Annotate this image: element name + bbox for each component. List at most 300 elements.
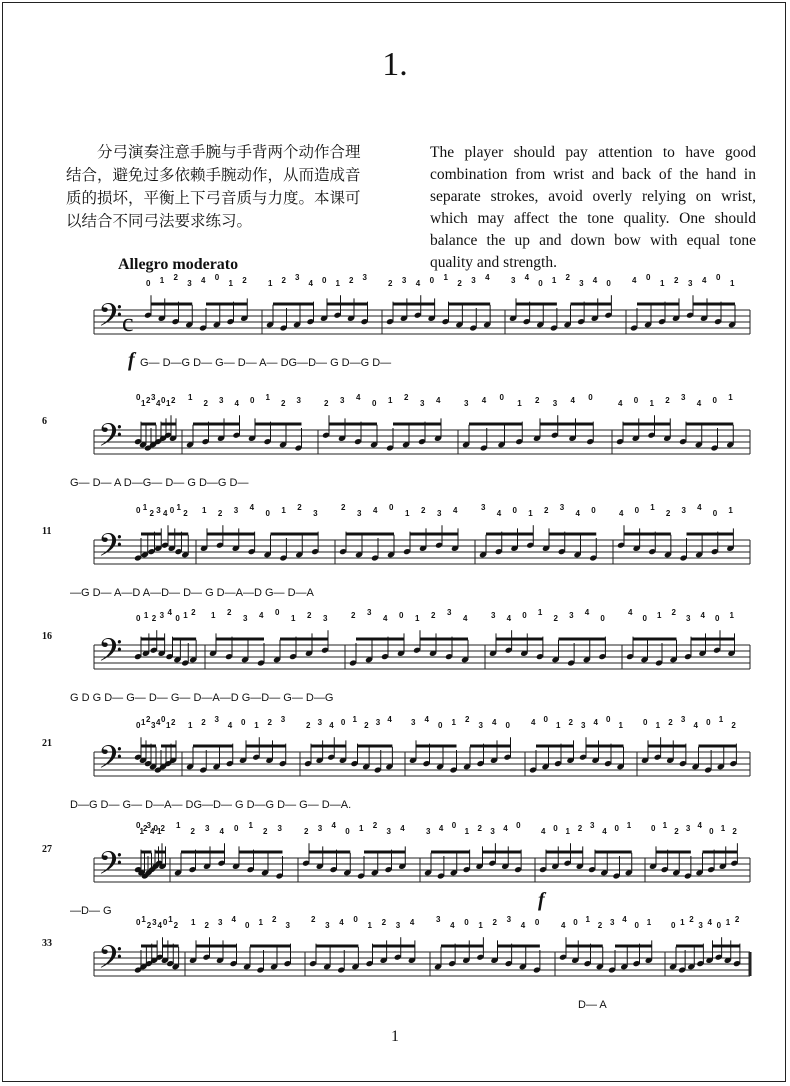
fingering-number: 4 [227, 721, 233, 730]
fingering-number: 1 [258, 918, 263, 927]
fingering-number: 3 [511, 276, 516, 285]
fingering-number: 4 [453, 506, 458, 515]
fingering-number: 3 [386, 827, 391, 836]
fingering-number: 4 [383, 614, 388, 623]
music-system [0, 912, 790, 1022]
fingering-number: 1 [166, 399, 171, 408]
fingering-number: 0 [322, 276, 327, 285]
fingering-number: 0 [153, 824, 158, 833]
fingering-number: 4 [541, 827, 546, 836]
fingering-number: 2 [381, 918, 387, 927]
fingering-number: 3 [581, 721, 586, 730]
fingering-number: 2 [306, 721, 311, 730]
fingering-number: 2 [689, 915, 694, 924]
fingering-number: 1 [176, 821, 181, 830]
fingering-number: 1 [141, 915, 146, 924]
fingering-number: 3 [243, 614, 248, 623]
fingering-number: 4 [575, 509, 580, 518]
fingering-number: 4 [561, 921, 566, 930]
bass-clef-icon: 𝄢 [98, 739, 123, 783]
fingering-number: 0 [573, 918, 578, 927]
fingering-number: 4 [593, 718, 598, 727]
fingering-number: 2 [734, 915, 740, 924]
fingering-number: 1 [183, 611, 188, 620]
fingering-number: 1 [517, 399, 522, 408]
fingering-number: 0 [136, 821, 141, 830]
fingering-number: 4 [387, 715, 392, 724]
fingering-number: 0 [161, 396, 166, 405]
fingering-number: 1 [551, 276, 557, 285]
fingering-number: 0 [136, 393, 141, 402]
fingering-number: 1 [188, 721, 193, 730]
fingering-number: 0 [642, 614, 647, 623]
fingering-number: 4 [339, 918, 344, 927]
fingering-number: 3 [280, 715, 286, 724]
fingering-number: 0 [265, 509, 270, 518]
fingering-number: 0 [245, 921, 250, 930]
fingering-number: 3 [375, 718, 381, 727]
fingering-number: 0 [712, 509, 718, 518]
fingering-number: 2 [173, 273, 178, 282]
fingering-number: 4 [249, 503, 255, 512]
fingering-number: 2 [190, 827, 195, 836]
fingering-number: 1 [191, 918, 196, 927]
fingering-number: 1 [729, 611, 734, 620]
fingering-number: 2 [281, 399, 286, 408]
fingering-number: 0 [214, 273, 220, 282]
fingering-number: 4 [618, 399, 623, 408]
fingering-number: 2 [674, 276, 679, 285]
fingering-number: 4 [492, 718, 497, 727]
fingering-number: 3 [506, 915, 512, 924]
fingering-number: 3 [579, 279, 584, 288]
fingering-number: 4 [438, 824, 444, 833]
fingering-number: 1 [655, 721, 661, 730]
fingering-number: 0 [438, 721, 443, 730]
fingering-number: 3 [214, 715, 219, 724]
fingering-number: 2 [304, 827, 309, 836]
fingering-number: 3 [159, 611, 165, 620]
bass-clef-icon: 𝄢 [98, 845, 123, 889]
music-system [0, 712, 790, 822]
fingering-number: 2 [341, 503, 346, 512]
page-number: 1 [391, 1028, 399, 1045]
fingering-number: 2 [668, 718, 673, 727]
fingering-number: 1 [359, 824, 364, 833]
fingering-number: 2 [421, 506, 426, 515]
bass-clef-icon: 𝄢 [98, 297, 123, 341]
fingering-number: 2 [351, 611, 356, 620]
fingering-number: 3 [367, 608, 372, 617]
dynamic-marking: f [128, 349, 135, 371]
fingering-number: 1 [626, 821, 632, 830]
fingering-number: 4 [632, 276, 637, 285]
fingering-number: 3 [323, 614, 328, 623]
fingering-number: 1 [265, 393, 270, 402]
fingering-number: 4 [463, 614, 468, 623]
fingering-number: 3 [681, 393, 686, 402]
fingering-number: 3 [285, 921, 290, 930]
fingering-number: 2 [535, 396, 540, 405]
measure-number: 33 [42, 938, 52, 949]
fingering-number: 4 [700, 611, 705, 620]
fingering-number: 3 [437, 509, 442, 518]
fingering-number: 4 [622, 915, 627, 924]
tempo-marking: Allegro moderato [118, 256, 239, 273]
fingering-number: 1 [268, 279, 273, 288]
fingering-number: 4 [702, 276, 707, 285]
fingering-number: 4 [415, 279, 421, 288]
fingering-number: 0 [136, 918, 141, 927]
measure-number: 21 [42, 738, 52, 749]
fingering-number: 1 [720, 824, 726, 833]
bass-clef-icon: 𝄢 [98, 527, 123, 571]
fingering-number: 3 [420, 399, 425, 408]
fingering-number: 0 [712, 396, 717, 405]
fingering-number: 1 [556, 721, 561, 730]
fingering-number: 2 [568, 718, 573, 727]
fingering-number: 4 [707, 918, 712, 927]
fingering-number: 3 [296, 396, 301, 405]
fingering-number: 4 [259, 611, 264, 620]
fingering-number: 3 [151, 721, 156, 730]
bass-clef-icon: 𝄢 [98, 939, 123, 983]
fingering-number: 4 [520, 921, 526, 930]
fingering-number: 4 [163, 509, 168, 518]
string-indication: D—G D— G— D—A— DG—D— G D—G D— G— D—A. [70, 799, 352, 811]
fingering-number: 2 [597, 921, 603, 930]
fingering-number: 2 [364, 721, 369, 730]
fingering-number: 2 [732, 827, 737, 836]
fingering-number: 0 [538, 279, 543, 288]
fingering-number: 1 [367, 921, 372, 930]
fingering-number: 3 [151, 393, 156, 402]
fingering-number: 3 [590, 821, 595, 830]
fingering-number: 4 [331, 821, 336, 830]
fingering-number: 1 [211, 611, 216, 620]
fingering-number: 4 [628, 608, 633, 617]
fingering-number: 3 [478, 721, 483, 730]
fingering-number: 2 [544, 506, 549, 515]
fingering-number: 0 [429, 276, 435, 285]
fingering-number: 1 [188, 393, 193, 402]
fingering-number: 4 [150, 827, 155, 836]
music-system [0, 605, 790, 715]
instruction-text-chinese: 分弓演奏注意手腕与手背两个动作合理结合，避免过多依赖手腕动作，从而造成音质的损坏，平衡上下弓音质与力度。本课可以结合不同弓法要求练习。 [66, 143, 361, 230]
fingering-number: 0 [162, 918, 168, 927]
fingering-number: 0 [553, 824, 558, 833]
fingering-number: 3 [464, 399, 469, 408]
fingering-number: 0 [606, 279, 611, 288]
fingering-number: 0 [512, 506, 517, 515]
fingering-number: 3 [317, 718, 323, 727]
fingering-number: 2 [404, 393, 409, 402]
fingering-number: 2 [146, 921, 152, 930]
fingering-number: 0 [340, 718, 346, 727]
fingering-number: 3 [569, 611, 574, 620]
fingering-number: 2 [143, 824, 148, 833]
fingering-number: 1 [291, 614, 296, 623]
fingering-number: 3 [685, 824, 691, 833]
measure-number: 27 [42, 844, 52, 855]
fingering-number: 2 [565, 273, 570, 282]
fingering-number: 4 [584, 608, 590, 617]
fingering-number: 3 [698, 921, 703, 930]
fingering-number: 0 [709, 827, 714, 836]
fingering-number: 1 [657, 611, 662, 620]
fingering-number: 0 [372, 399, 377, 408]
fingering-number: 1 [159, 276, 165, 285]
fingering-number: 3 [295, 273, 300, 282]
fingering-number: 3 [152, 918, 157, 927]
fingering-number: 4 [693, 721, 698, 730]
fingering-number: 1 [405, 509, 410, 518]
fingering-number: 3 [447, 608, 452, 617]
fingering-number: 1 [618, 721, 623, 730]
measure-number: 16 [42, 631, 52, 642]
fingering-number: 1 [730, 279, 735, 288]
bass-clef-icon: 𝄢 [98, 417, 123, 461]
fingering-number: 1 [143, 611, 149, 620]
fingering-number: 4 [167, 608, 172, 617]
fingering-number: 0 [606, 715, 611, 724]
fingering-number: 1 [157, 827, 162, 836]
fingering-number: 1 [718, 715, 724, 724]
fingering-number: 0 [600, 614, 605, 623]
fingering-number: 4 [409, 918, 415, 927]
fingering-number: 3 [340, 396, 345, 405]
fingering-number: 1 [443, 273, 448, 282]
fingering-number: 2 [203, 399, 208, 408]
fingering-number: 3 [686, 614, 691, 623]
fingering-number: 0 [591, 506, 596, 515]
fingering-number: 0 [234, 824, 239, 833]
fingering-number: 0 [543, 715, 548, 724]
fingering-number: 3 [205, 824, 210, 833]
fingering-number: 4 [524, 273, 530, 282]
fingering-number: 0 [464, 918, 469, 927]
fingering-number: 1 [660, 279, 665, 288]
fingering-number: 1 [646, 918, 652, 927]
fingering-number: 0 [499, 393, 504, 402]
fingering-number: 1 [464, 827, 470, 836]
fingering-number: 4 [156, 718, 161, 727]
fingering-number: 2 [227, 608, 232, 617]
fingering-number: 3 [362, 273, 367, 282]
fingering-number: 4 [156, 399, 161, 408]
fingering-number: 2 [492, 918, 497, 927]
fingering-number: 3 [559, 503, 565, 512]
fingering-number: 0 [175, 614, 180, 623]
fingering-number: 4 [329, 721, 334, 730]
fingering-number: 1 [585, 915, 590, 924]
fingering-number: 0 [634, 921, 639, 930]
fingering-number: 0 [522, 611, 527, 620]
fingering-number: 2 [281, 276, 286, 285]
fingering-number: 0 [353, 915, 358, 924]
fingering-number: 0 [451, 821, 457, 830]
fingering-number: 2 [465, 715, 470, 724]
measure-number: 6 [42, 416, 47, 427]
fingering-number: 1 [649, 399, 654, 408]
fingering-number: 0 [516, 821, 521, 830]
fingering-number: 4 [696, 399, 702, 408]
fingering-number: 3 [411, 718, 416, 727]
fingering-number: 1 [725, 918, 731, 927]
fingering-number: 3 [395, 921, 401, 930]
string-indication: G— D—G D— G— D— A— DG—D— G D—G D— [140, 357, 392, 369]
fingering-number: 0 [250, 396, 255, 405]
fingering-number: 4 [506, 614, 512, 623]
fingering-number: 2 [731, 721, 736, 730]
fingering-number: 2 [665, 396, 670, 405]
fingering-number: 3 [313, 509, 318, 518]
fingering-number: 1 [528, 509, 533, 518]
fingering-number: 4 [424, 715, 429, 724]
fingering-number: 1 [176, 503, 181, 512]
fingering-number: 2 [577, 824, 583, 833]
fingering-number: 2 [146, 396, 151, 405]
fingering-number: 1 [141, 718, 146, 727]
fingering-number: 3 [187, 279, 192, 288]
fingering-number: 1 [565, 827, 570, 836]
string-indication: D— A [578, 999, 607, 1011]
fingering-number: 2 [149, 509, 154, 518]
fingering-number: 4 [697, 503, 702, 512]
fingering-number: 4 [400, 824, 405, 833]
fingering-number: 0 [275, 608, 280, 617]
fingering-number: 0 [136, 506, 141, 515]
fingering-number: 1 [248, 821, 253, 830]
fingering-number: 2 [324, 399, 329, 408]
fingering-number: 2 [183, 509, 188, 518]
fingering-number: 0 [716, 921, 722, 930]
string-indication: G D G D— G— D— G— D—A—D G—D— G— D—G [70, 692, 334, 704]
fingering-number: 1 [202, 506, 207, 515]
fingering-number: 3 [401, 276, 407, 285]
fingering-number: 3 [610, 918, 615, 927]
fingering-number: 0 [136, 721, 141, 730]
fingering-number: 3 [681, 506, 686, 515]
fingering-number: 3 [490, 827, 495, 836]
fingering-number: 2 [204, 921, 209, 930]
fingering-number: 4 [201, 276, 206, 285]
fingering-number: 0 [651, 824, 656, 833]
fingering-number: 1 [168, 915, 173, 924]
fingering-number: 0 [241, 718, 246, 727]
fingering-number: 1 [254, 721, 259, 730]
fingering-number: 0 [345, 827, 350, 836]
fingering-number: 2 [151, 614, 157, 623]
fingering-number: 1 [388, 396, 393, 405]
fingering-number: 0 [643, 718, 648, 727]
fingering-number: 2 [457, 279, 462, 288]
fingering-number: 4 [619, 509, 624, 518]
fingering-number: 1 [141, 399, 146, 408]
fingering-number: 0 [614, 824, 619, 833]
fingering-number: 0 [716, 273, 721, 282]
fingering-number: 1 [478, 921, 483, 930]
fingering-number: 2 [173, 921, 179, 930]
fingering-number: 4 [234, 399, 239, 408]
fingering-number: 2 [146, 715, 151, 724]
fingering-number: 2 [171, 396, 176, 405]
fingering-number: 3 [471, 276, 476, 285]
fingering-number: 2 [553, 614, 558, 623]
fingering-number: 3 [233, 506, 239, 515]
fingering-number: 4 [503, 824, 508, 833]
fingering-number: 2 [201, 718, 206, 727]
fingering-number: 4 [481, 396, 487, 405]
fingering-number: 0 [588, 393, 593, 402]
dynamic-marking: f [538, 889, 545, 911]
fingering-number: 4 [436, 396, 441, 405]
fingering-number: 3 [481, 503, 486, 512]
fingering-number: 4 [570, 396, 575, 405]
fingering-number: 0 [715, 614, 720, 623]
fingering-number: 1 [728, 506, 733, 515]
fingering-number: 4 [697, 821, 702, 830]
common-time-icon: c [122, 308, 134, 337]
fingering-number: 3 [436, 915, 441, 924]
fingering-number: 1 [451, 718, 456, 727]
fingering-number: 4 [450, 921, 455, 930]
fingering-number: 1 [352, 715, 357, 724]
fingering-number: 0 [169, 506, 175, 515]
fingering-number: 2 [372, 821, 378, 830]
fingering-number: 1 [537, 608, 543, 617]
fingering-number: 0 [399, 611, 404, 620]
fingering-number: 4 [373, 506, 378, 515]
fingering-number: 2 [217, 509, 223, 518]
fingering-number: 2 [191, 608, 196, 617]
string-indication: —D— G [70, 905, 112, 917]
fingering-number: 2 [665, 509, 671, 518]
bass-clef-icon: 𝄢 [98, 632, 123, 676]
instruction-text-english: The player should pay attention to have good combination from wrist and back of the hand in separate strokes, avoid overly relying on wrist, which may affect the tone quality. One should balance the up and down bow with equal tone quality and strength. [430, 144, 756, 271]
fingering-number: 3 [325, 921, 330, 930]
fingering-number: 3 [218, 918, 223, 927]
fingering-number: 2 [297, 503, 302, 512]
fingering-number: 4 [531, 718, 536, 727]
fingering-number: 2 [477, 824, 482, 833]
fingering-number: 0 [634, 506, 640, 515]
fingering-number: 2 [674, 827, 679, 836]
string-indication: G— D— A D—G— D— G D—G D— [70, 477, 249, 489]
fingering-number: 3 [491, 611, 496, 620]
fingering-number: 0 [161, 715, 166, 724]
fingering-number: 4 [157, 921, 162, 930]
fingering-number: 2 [311, 915, 316, 924]
fingering-number: 2 [388, 279, 393, 288]
fingering-number: 2 [307, 611, 312, 620]
fingering-number: 2 [272, 915, 277, 924]
fingering-number: 1 [139, 827, 144, 836]
fingering-number: 1 [335, 279, 340, 288]
fingering-number: 3 [357, 509, 362, 518]
fingering-number: 0 [146, 279, 151, 288]
fingering-number: 4 [231, 915, 236, 924]
fingering-number: 1 [728, 393, 733, 402]
fingering-number: 3 [277, 824, 282, 833]
music-system [0, 270, 790, 380]
fingering-number: 4 [308, 279, 313, 288]
fingering-number: 1 [142, 503, 148, 512]
fingering-number: 3 [156, 506, 161, 515]
fingering-number: 0 [646, 273, 651, 282]
fingering-number: 1 [650, 503, 655, 512]
fingering-number: 3 [219, 396, 224, 405]
